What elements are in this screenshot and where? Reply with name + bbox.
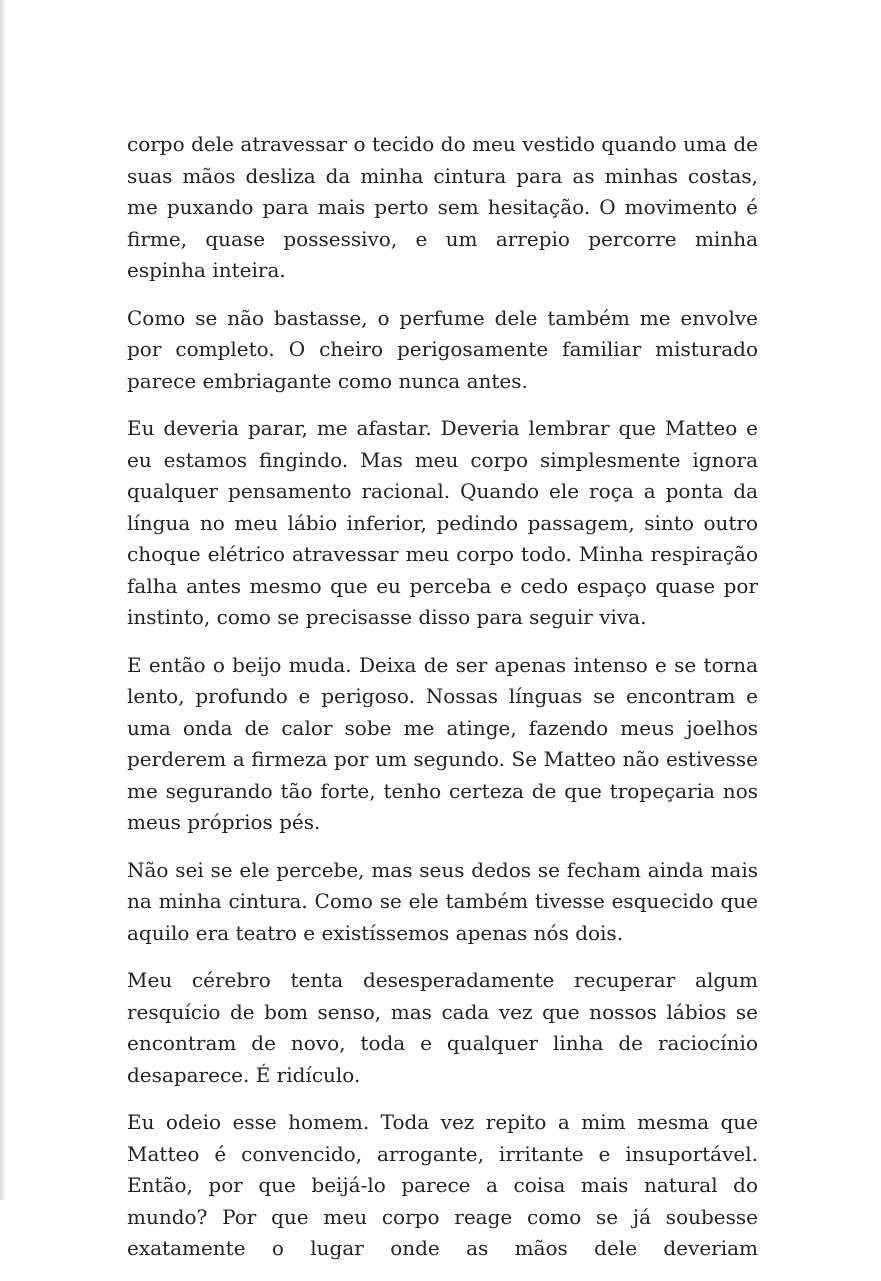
- paragraph: E então o beijo muda. Deixa de ser apenas intenso e se torna lento, profundo e perigoso. Nossas línguas se encontram e uma onda de calor sobe me atinge, fazendo meus joelhos perderem a firmeza por um segundo. Se Matteo não estivesse me segurando tão forte, tenho certeza de que tropeçaria nos meus próprios pés.: [127, 652, 758, 834]
- paragraph: Não sei se ele percebe, mas seus dedos se fecham ainda mais na minha cintura. Como se ele também tivesse esquecido que aquilo era teatro e existíssemos apenas nós dois.: [127, 857, 758, 945]
- paragraph: Como se não bastasse, o perfume dele também me envolve por completo. O cheiro perigosamente familiar misturado parece embriagante como nunca antes.: [127, 305, 758, 393]
- paragraph: Eu odeio esse homem. Toda vez repito a mim mesma que Matteo é convencido, arrogante, irritante e insuportável. Então, por que beijá-lo parece a coisa mais natural do mundo? Por que meu corpo reage como se já soubesse exatamente o lugar onde as mãos dele deveriam: [127, 1110, 758, 1260]
- paragraph: Meu cérebro tenta desesperadamente recuperar algum resquício de bom senso, mas cada vez que nossos lábios se encontram de novo, toda e qualquer linha de raciocínio desaparece. É ridículo.: [127, 968, 758, 1087]
- page-edge-shadow: [0, 0, 7, 1200]
- body-text: [127, 129, 758, 1281]
- paragraph: corpo dele atravessar o tecido do meu vestido quando uma de suas mãos desliza da minha cintura para as minhas costas, me puxando para mais perto sem hesitação. O movimento é firme, quase possessivo, e um arrepio percorre minha espinha inteira.: [127, 132, 758, 282]
- paragraph: Eu deveria parar, me afastar. Deveria lembrar que Matteo e eu estamos fingindo. Mas meu corpo simplesmente ignora qualquer pensamento racional. Quando ele roça a ponta da língua no meu lábio inferior, pedindo passagem, sinto outro choque elétrico atravessar meu corpo todo. Minha respiração falha antes mesmo que eu perceba e cedo espaço quase por instinto, como se precisasse disso para seguir viva.: [127, 416, 758, 629]
